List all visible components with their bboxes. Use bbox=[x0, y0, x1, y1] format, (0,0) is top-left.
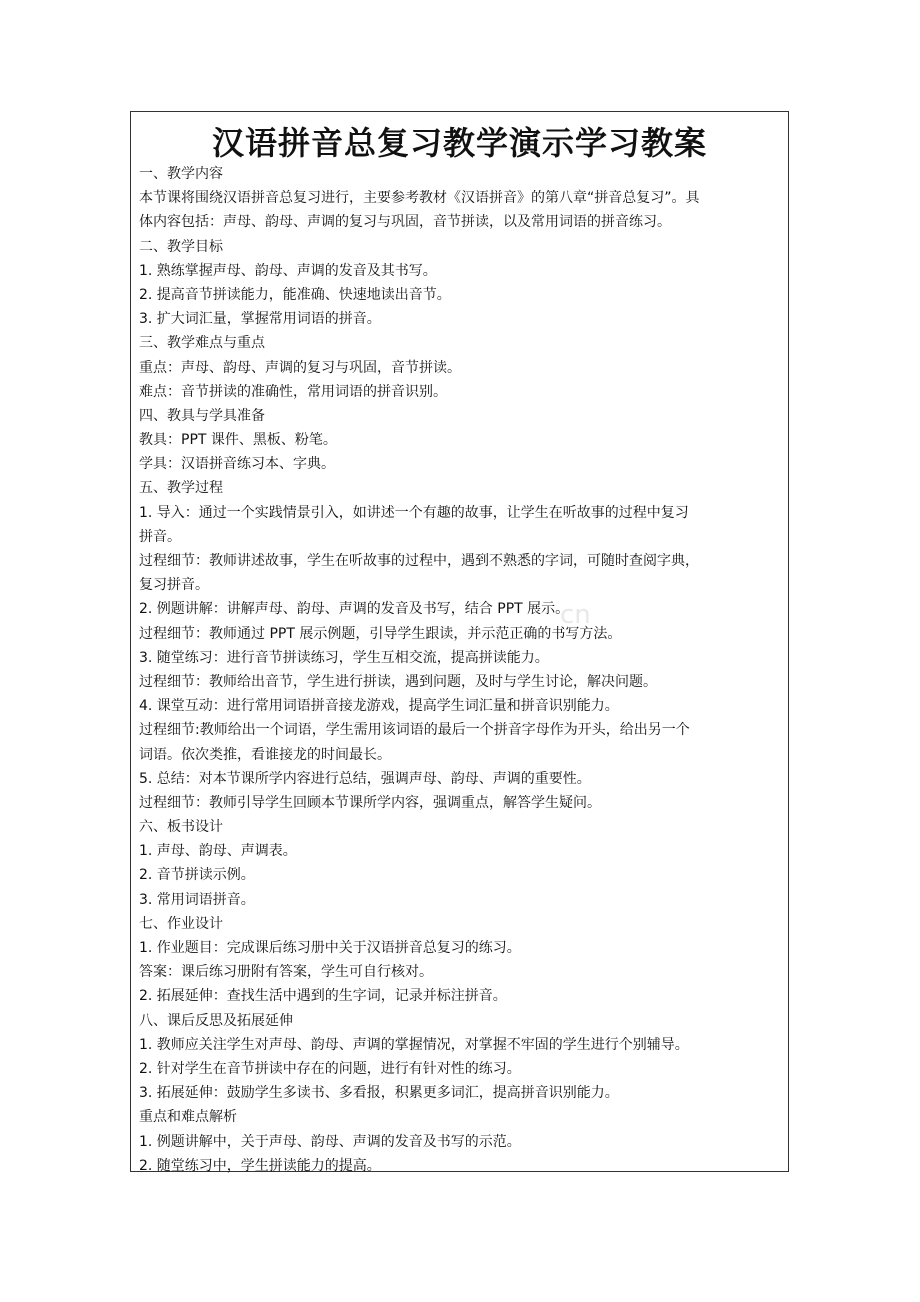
text-line: 3. 随堂练习：进行音节拼读练习，学生互相交流，提高拼读能力。 bbox=[139, 649, 549, 666]
document-body bbox=[139, 162, 782, 1178]
text-line: 四、教具与学具准备 bbox=[139, 407, 265, 424]
text-line: 3. 拓展延伸：鼓励学生多读书、多看报，积累更多词汇，提高拼音识别能力。 bbox=[139, 1085, 619, 1102]
text-line: 八、课后反思及拓展延伸 bbox=[139, 1012, 293, 1029]
text-line: 七、作业设计 bbox=[139, 915, 223, 932]
text-line: 词语。依次类推，看谁接龙的时间最长。 bbox=[139, 746, 391, 763]
text-line: 复习拼音。 bbox=[139, 577, 209, 594]
text-line: 过程细节：教师引导学生回顾本节课所学内容，强调重点，解答学生疑问。 bbox=[139, 794, 601, 811]
text-line: 2. 音节拼读示例。 bbox=[139, 867, 255, 884]
text-line: 二、教学目标 bbox=[139, 238, 223, 255]
text-line: 1. 例题讲解中，关于声母、韵母、声调的发音及书写的示范。 bbox=[139, 1133, 521, 1150]
text-line: 1. 教师应关注学生对声母、韵母、声调的掌握情况，对掌握不牢固的学生进行个别辅导。 bbox=[139, 1036, 689, 1053]
text-line: 2. 提高音节拼读能力，能准确、快速地读出音节。 bbox=[139, 286, 451, 303]
text-line: 5. 总结：对本节课所学内容进行总结，强调声母、韵母、声调的重要性。 bbox=[139, 770, 591, 787]
text-line: 2. 随堂练习中，学生拼读能力的提高。 bbox=[139, 1157, 381, 1174]
text-line: 学具：汉语拼音练习本、字典。 bbox=[139, 456, 335, 473]
text-line: 2. 针对学生在音节拼读中存在的问题，进行有针对性的练习。 bbox=[139, 1060, 521, 1077]
text-line: 教具：PPT 课件、黑板、粉笔。 bbox=[139, 432, 337, 449]
text-line: 1. 导入：通过一个实践情景引入，如讲述一个有趣的故事，让学生在听故事的过程中复习 bbox=[139, 504, 689, 521]
text-line: 五、教学过程 bbox=[139, 480, 223, 497]
text-line: 体内容包括：声母、韵母、声调的复习与巩固，音节拼读，以及常用词语的拼音练习。 bbox=[139, 214, 671, 231]
text-line: 过程细节：教师通过 PPT 展示例题，引导学生跟读，并示范正确的书写方法。 bbox=[139, 625, 622, 642]
document-title: 汉语拼音总复习教学演示学习教案 bbox=[211, 124, 707, 162]
text-line: 2. 拓展延伸：查找生活中遇到的生字词，记录并标注拼音。 bbox=[139, 988, 507, 1005]
text-line: 1. 作业题目：完成课后练习册中关于汉语拼音总复习的练习。 bbox=[139, 940, 521, 956]
text-line: 答案：课后练习册附有答案，学生可自行核对。 bbox=[139, 964, 433, 981]
text-line: 难点：音节拼读的准确性，常用词语的拼音识别。 bbox=[139, 383, 447, 400]
text-line: 1. 熟练掌握声母、韵母、声调的发音及其书写。 bbox=[139, 262, 437, 279]
text-line: 过程细节：教师给出音节，学生进行拼读，遇到问题，及时与学生讨论，解决问题。 bbox=[139, 673, 657, 690]
text-line: 六、板书设计 bbox=[139, 819, 223, 836]
lesson-plan-frame bbox=[130, 111, 789, 1172]
text-line: 1. 声母、韵母、声调表。 bbox=[139, 843, 297, 860]
text-line: 本节课将围绕汉语拼音总复习进行，主要参考教材《汉语拼音》的第八章“拼音总复习”。具 bbox=[139, 190, 700, 207]
watermark: cn bbox=[560, 600, 591, 630]
text-line: 一、教学内容 bbox=[139, 166, 223, 182]
text-line: 2. 例题讲解：讲解声母、韵母、声调的发音及书写，结合 PPT 展示。 bbox=[139, 601, 570, 618]
text-line: 3. 常用词语拼音。 bbox=[139, 891, 255, 908]
text-line: 过程细节:教师给出一个词语，学生需用该词语的最后一个拼音字母作为开头，给出另一个 bbox=[139, 722, 690, 739]
text-line: 三、教学难点与重点 bbox=[139, 335, 265, 352]
text-line: 过程细节：教师讲述故事，学生在听故事的过程中，遇到不熟悉的字词，可随时查阅字典， bbox=[139, 553, 699, 569]
text-line: 重点和难点解析 bbox=[139, 1109, 237, 1126]
text-line: 拼音。 bbox=[139, 528, 181, 545]
text-line: 重点：声母、韵母、声调的复习与巩固，音节拼读。 bbox=[139, 359, 461, 376]
text-line: 3. 扩大词汇量，掌握常用词语的拼音。 bbox=[139, 311, 381, 328]
text-line: 4. 课堂互动：进行常用词语拼音接龙游戏，提高学生词汇量和拼音识别能力。 bbox=[139, 698, 619, 715]
